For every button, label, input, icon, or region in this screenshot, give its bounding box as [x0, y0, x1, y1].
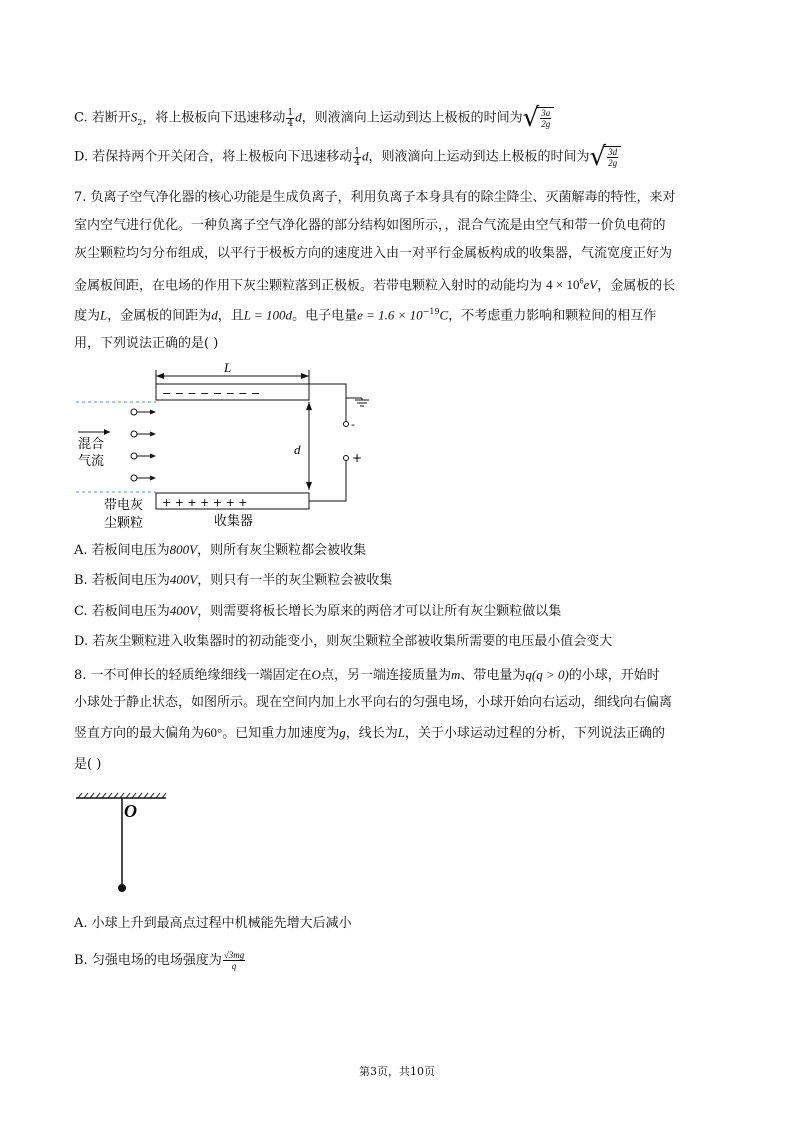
- fraction: $\frac{√3mg}{q}$: [223, 950, 245, 971]
- q8-option-a: A. 小球上升到最高点过程中机械能先增大后减小: [74, 916, 352, 931]
- q7-stem-line-3: 灰尘颗粒均匀分布组成，以平行于极板方向的速度进入由一对平行金属板构成的收集器，气流宽度正好为: [74, 246, 673, 261]
- terminal-positive: [344, 456, 349, 461]
- q8-stem-line-4: 是( ): [74, 757, 102, 772]
- wire-bottom: [309, 461, 346, 501]
- pendulum-diagram: [74, 790, 174, 900]
- collector-diagram-svg: [74, 362, 394, 532]
- q7-stem-line-4: 金属板间距，在电场的作用下灰尘颗粒落到正极板。若带电颗粒入射时的动能均为 $4 \times 10^6eV$，金属板的长: [74, 277, 676, 294]
- terminal-negative: [344, 422, 349, 427]
- q7-stem-line-1: 7. 负离子空气净化器的核心功能是生成负离子，利用负离子本身具有的除尘降尘、灭菌解毒的特性，来对: [74, 190, 676, 205]
- sqrt-expression: √ $\frac{3d}{2g}$: [589, 146, 621, 168]
- q7-option-a: A. 若板间电压为800V，则所有灰尘颗粒都会被收集: [74, 542, 367, 558]
- collector-diagram: [74, 362, 394, 532]
- q8-stem-line-3: 竖直方向的最大偏角为60°。已知重力加速度为g，线长为L，关于小球运动过程的分析，下列说法正确的: [74, 725, 665, 741]
- q7-option-b: B. 若板间电压为400V，则只有一半的灰尘颗粒会被收集: [74, 572, 393, 588]
- q8-stem-line-2: 小球处于静止状态，如图所示。现在空间内加上水平向右的匀强电场，小球开始向右运动，细线向右偏离: [74, 695, 673, 710]
- q8-stem-line-1: 8. 一不可伸长的轻质绝缘细线一端固定在O点，另一端连接质量为m、带电量为q(q > 0)的小球，开始时: [74, 667, 660, 683]
- wire-top: [309, 384, 346, 422]
- ball: [118, 884, 126, 892]
- label-mixed-flow: 混合: [78, 437, 105, 452]
- q7-stem-line-2: 室内空气进行优化。一种负离子空气净化器的部分结构如图所示，，混合气流是由空气和带一价负电荷的: [74, 218, 666, 233]
- fraction: $\frac{1}{4}$: [287, 107, 294, 129]
- dust-particles: [131, 409, 156, 481]
- q8-option-b: B. 匀强电场的电场强度为 $\frac{√3mg}{q}$: [74, 950, 245, 971]
- positive-charges: + + + + + + +: [162, 496, 248, 509]
- svg-text:+: +: [352, 451, 363, 465]
- label-dust-2: 尘颗粒: [104, 516, 144, 531]
- label-mixed-flow-2: 气流: [78, 454, 105, 469]
- label-collector: 收集器: [214, 514, 254, 529]
- page-footer: 第3页，共10页: [359, 1065, 435, 1078]
- fraction: $\frac{1}{4}$: [354, 146, 360, 168]
- q6-option-c: C. 若断开$S_2$，将上极板向下迅速移动 $\frac{1}{4}$ d，则液滴向上运动到达上极板的时间为√ $\frac{3a}{2g}$: [74, 107, 554, 133]
- q7-stem-line-6: 用，下列说法正确的是( ): [74, 336, 219, 351]
- label-d: d: [294, 442, 301, 457]
- label-O: O: [124, 801, 137, 821]
- q7-option-d: D. 若灰尘颗粒进入收集器时的初动能变小，则灰尘颗粒全部被收集所需要的电压最小值会变大: [74, 634, 613, 649]
- label-L: L: [224, 362, 232, 375]
- label-dust-1: 带电灰: [104, 498, 144, 513]
- sqrt-expression: √ $\frac{3a}{2g}$: [523, 107, 555, 129]
- negative-charges: − − − − − − − −: [162, 387, 261, 400]
- pendulum-svg: [74, 790, 174, 900]
- svg-text:-: -: [351, 418, 355, 431]
- q7-stem-line-5: 度为L，金属板的间距为d，且L = 100d。电子电量$e = 1.6 \times 10^{-19}C$，不考虑重力影响和颗粒间的相互作: [74, 307, 657, 324]
- q7-option-c: C. 若板间电压为400V，则需要将板长增长为原来的两倍才可以让所有灰尘颗粒做以集: [74, 603, 562, 619]
- q6-option-d: D. 若保持两个开关闭合，将上极板向下迅速移动 $\frac{1}{4}$ d，则液滴向上运动到达上极板的时间为√ $\frac{3d}{2g}$: [74, 146, 621, 168]
